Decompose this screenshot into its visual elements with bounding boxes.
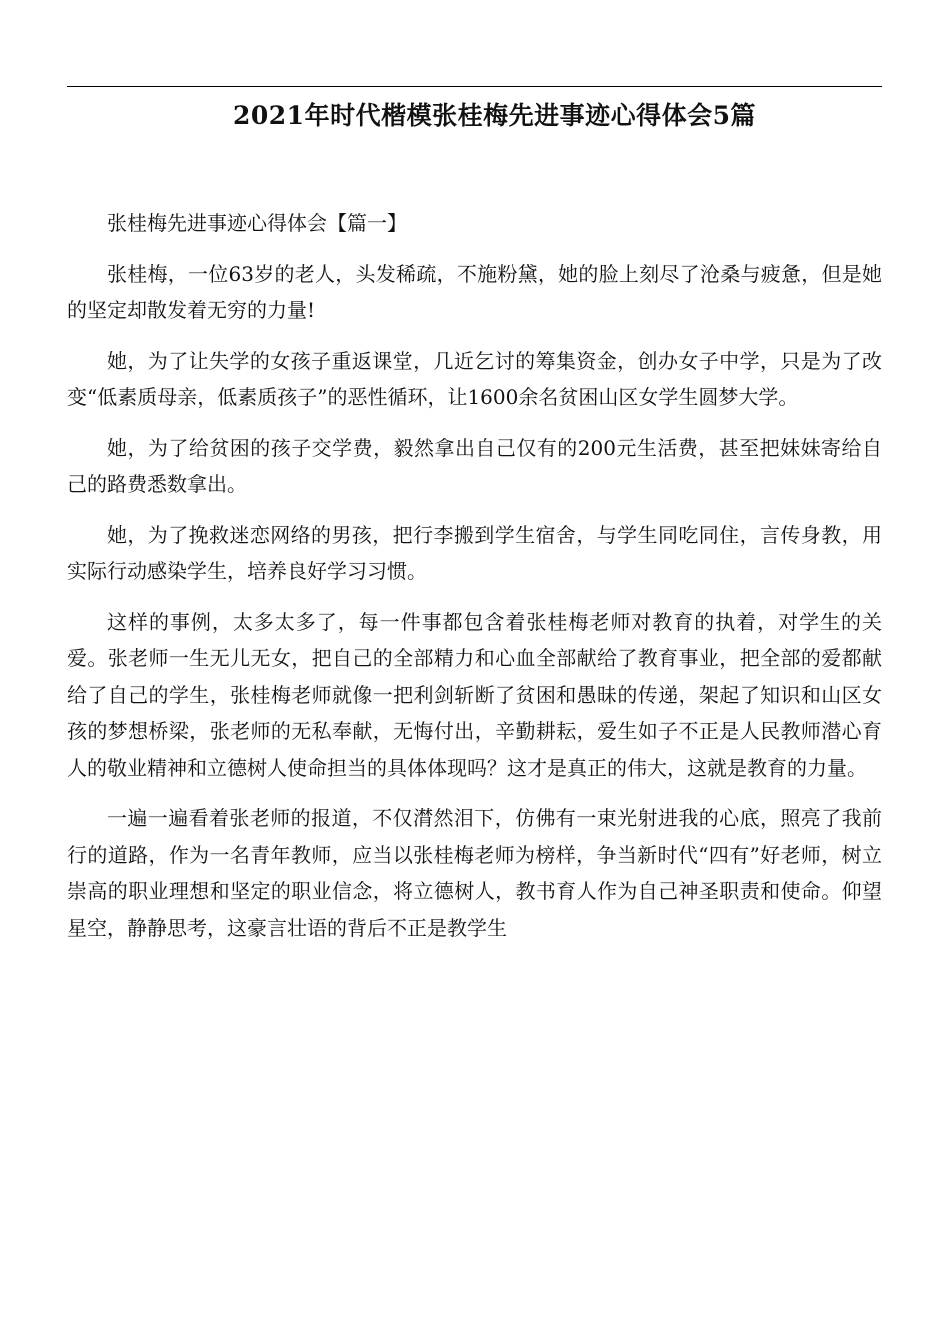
paragraph-1: 张桂梅，一位63岁的老人，头发稀疏，不施粉黛，她的脸上刻尽了沧桑与疲惫，但是她的坚定却散发着无穷的力量! [67, 261, 882, 322]
paragraph-6: 一遍一遍看着张老师的报道，不仅潸然泪下，仿佛有一束光射进我的心底，照亮了我前行的道路，作为一名青年教师，应当以张桂梅老师为榜样，争当新时代“四有”好老师，树立崇高的职业理想和坚定的职业信念，将立德树人，教书育人作为自己神圣职责和使命。仰望星空，静静思考，这豪言壮语的背后不正是教学生 [67, 806, 882, 940]
section-heading: 张桂梅先进事迹心得体会【篇一】 [107, 211, 407, 235]
paragraph-4: 她，为了挽救迷恋网络的男孩，把行李搬到学生宿舍，与学生同吃同住，言传身教，用实际行动感染学生，培养良好学习习惯。 [67, 522, 882, 583]
paragraph-2: 她，为了让失学的女孩子重返课堂，几近乞讨的筹集资金，创办女子中学，只是为了改变“低素质母亲，低素质孩子”的恶性循环，让1600余名贫困山区女学生圆梦大学。 [67, 348, 882, 409]
paragraph-3: 她，为了给贫困的孩子交学费，毅然拿出自己仅有的200元生活费，甚至把妹妹寄给自己的路费悉数拿出。 [67, 435, 882, 496]
header-rule [67, 86, 882, 87]
document-body [67, 205, 882, 960]
document-title: 2021年时代楷模张桂梅先进事迹心得体会5篇 [233, 101, 756, 130]
paragraph-5: 这样的事例，太多太多了，每一件事都包含着张桂梅老师对教育的执着，对学生的关爱。张老师一生无儿无女，把自己的全部精力和心血全部献给了教育事业，把全部的爱都献给了自己的学生，张桂梅老师就像一把利剑斩断了贫困和愚昧的传递，架起了知识和山区女孩的梦想桥梁，张老师的无私奉献，无悔付出，辛勤耕耘，爱生如子不正是人民教师潜心育人的敬业精神和立德树人使命担当的具体体现吗？这才是真正的伟大，这就是教育的力量。 [67, 609, 882, 780]
